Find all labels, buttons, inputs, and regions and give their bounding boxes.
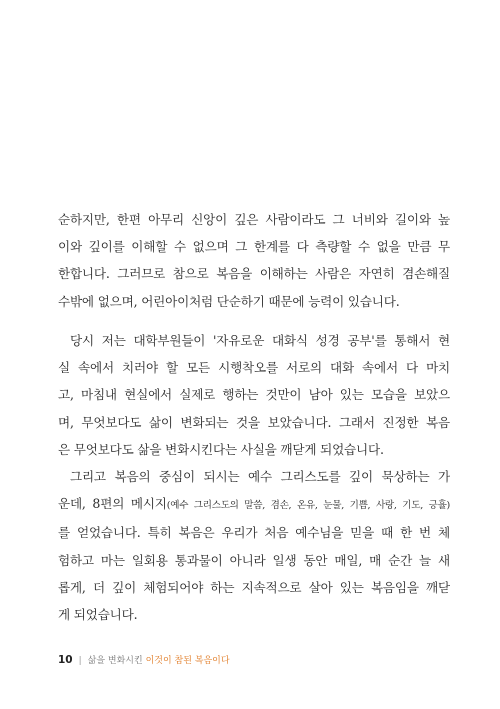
book-title-main: 이것이 참된 복음이다: [145, 656, 230, 666]
paragraph-line: 이와 깊이를 이해할 수 없으며 그 한계를 다 측량할 수 없을 만큼 무: [58, 239, 450, 255]
paragraph-3-line: 험하고 마는 일회용 통과물이 아니라 일생 동안 매일, 매 순간 늘 새: [58, 552, 450, 568]
paragraph-line: 당시 저는 대학부원들이 '자유로운 대화식 성경 공부'를 통해서 현: [70, 333, 450, 348]
paragraph-line: 며, 무엇보다도 삶이 변화되는 것을 보았습니다. 그래서 진정한 복음: [58, 414, 450, 430]
paragraph-3-line: 롭게, 더 깊이 체험되어야 하는 지속적으로 살아 있는 복음임을 깨닫: [58, 579, 450, 595]
paragraph-line: 고, 마침내 현실에서 실제로 행하는 것만이 남아 있는 모습을 보았으: [58, 387, 450, 403]
paragraph-1: [58, 206, 450, 315]
paragraph-3-line-with-note: [58, 490, 450, 519]
paragraph-line: 실 속에서 치러야 할 모든 시행착오를 서로의 대화 속에서 다 마치: [58, 360, 450, 376]
message-list-note: (예수 그리스도의 말씀, 겸손, 온유, 눈물, 기쁨, 사랑, 기도, 긍휼): [166, 500, 450, 512]
message-count-text: 운데, 8편의 메시지: [58, 496, 167, 512]
book-title-prefix: 삶을 변화시킨: [87, 656, 143, 666]
page-footer: [58, 653, 230, 666]
paragraph-line: 한합니다. 그러므로 참으로 복음을 이해하는 사람은 자연히 겸손해질: [58, 266, 450, 282]
paragraph-3-line: 그리고 복음의 중심이 되시는 예수 그리스도를 깊이 묵상하는 가: [70, 469, 450, 485]
paragraph-line: 은 무엇보다도 삶을 변화시킨다는 사실을 깨닫게 되었습니다.: [58, 441, 384, 457]
paragraph-3-line: 를 얻었습니다. 특히 복음은 우리가 처음 예수님을 믿을 때 한 번 체: [58, 525, 450, 541]
paragraph-2: [58, 327, 450, 628]
paragraph-line: 수밖에 없으며, 어린아이처럼 단순하기 때문에 능력이 있습니다.: [58, 293, 400, 309]
footer-separator: |: [78, 656, 82, 666]
page-number: 10: [58, 654, 73, 666]
paragraph-line: 순하지만, 한편 아무리 신앙이 깊은 사람이라도 그 너비와 길이와 높: [58, 212, 450, 227]
paragraph-3-line: 게 되었습니다.: [58, 607, 138, 623]
